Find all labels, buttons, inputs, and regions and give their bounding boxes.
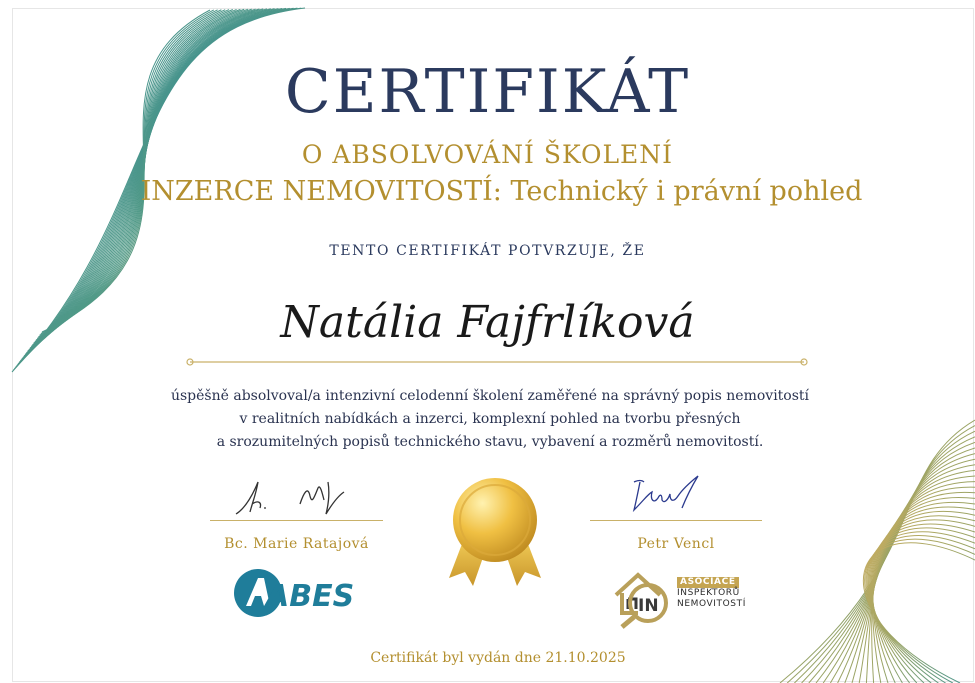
confirms-text: TENTO CERTIFIKÁT POTVRZUJE, ŽE bbox=[329, 243, 646, 259]
medal-icon bbox=[443, 476, 547, 588]
course-name: INZERCE NEMOVITOSTÍ: Technický i právní pohled bbox=[140, 176, 863, 207]
recipient-name: Natália Fajfrlíková bbox=[280, 297, 695, 348]
name-divider bbox=[186, 358, 808, 366]
ain-logo-text bbox=[677, 577, 746, 610]
ain-line: INSPEKTORŮ bbox=[677, 588, 740, 598]
signature-line bbox=[210, 520, 383, 521]
signatory-name: Bc. Marie Ratajová bbox=[224, 536, 369, 552]
description-line: úspěšně absolvoval/a intenzivní celodenní školení zaměřené na správný popis nemovitostí bbox=[170, 388, 810, 404]
certificate-subtitle: O ABSOLVOVÁNÍ ŠKOLENÍ bbox=[301, 140, 674, 169]
wave-line bbox=[802, 437, 975, 683]
abes-logo-text: ABES bbox=[266, 579, 355, 614]
signature-line bbox=[590, 520, 762, 521]
description-line: v realitních nabídkách a inzerci, komplexní pohled na tvorbu přesných bbox=[239, 411, 741, 427]
description-line: a srozumitelných popisů technického stavu, vybavení a rozměrů nemovitostí. bbox=[216, 434, 764, 450]
ain-mark: IN bbox=[638, 596, 659, 616]
signatory-name: Petr Vencl bbox=[637, 536, 715, 552]
abes-logo bbox=[232, 566, 360, 618]
wave-line bbox=[809, 442, 975, 683]
course-description bbox=[145, 385, 835, 454]
ain-logo bbox=[610, 565, 682, 629]
signature-icon bbox=[228, 474, 358, 520]
signature-icon bbox=[628, 470, 728, 518]
issue-date: Certifikát byl vydán dne 21.10.2025 bbox=[370, 650, 626, 666]
ain-badge: ASOCIACE bbox=[677, 577, 739, 588]
ain-line: NEMOVITOSTÍ bbox=[677, 599, 746, 609]
certificate-title: CERTIFIKÁT bbox=[284, 57, 691, 127]
